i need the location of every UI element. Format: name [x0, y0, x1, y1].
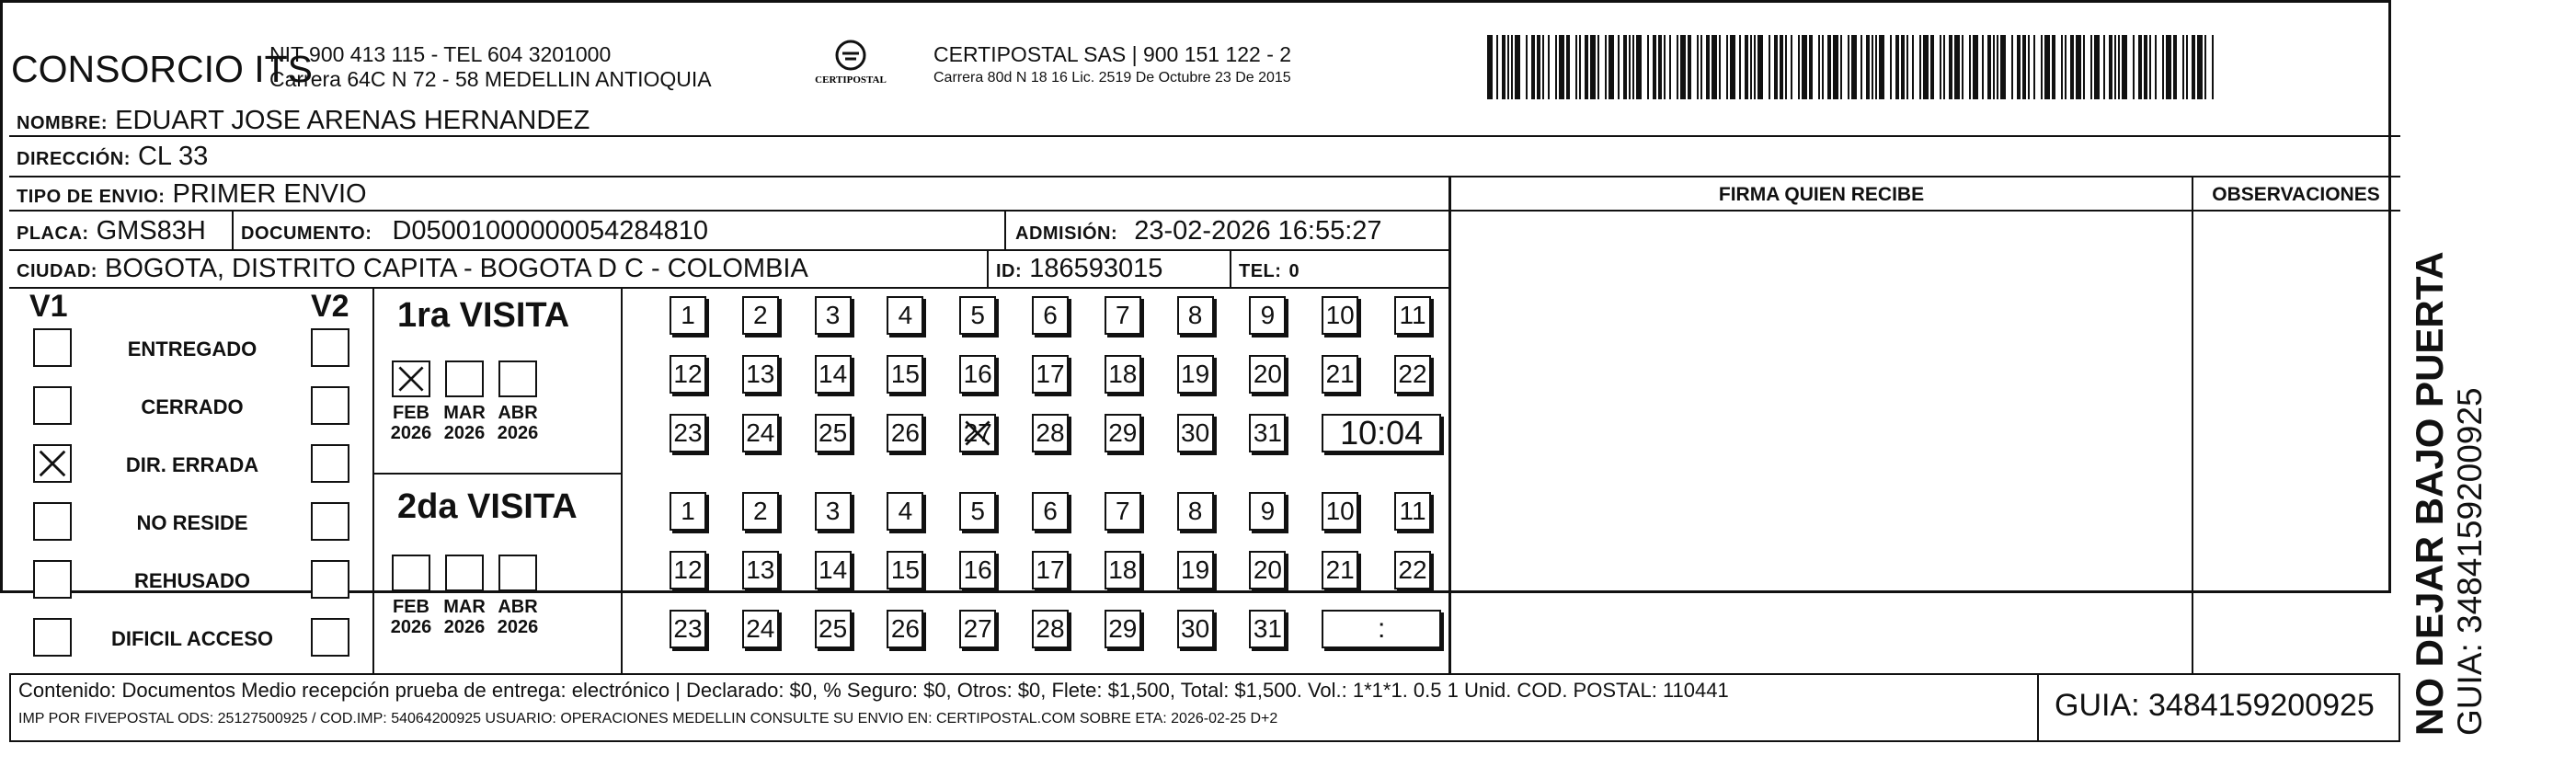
v2-status-checkbox — [311, 618, 349, 657]
barcode-bar — [1848, 35, 1849, 99]
barcode-bar — [1548, 35, 1550, 99]
id-label: ID: — [996, 261, 1023, 281]
barcode-bar — [1949, 35, 1952, 99]
barcode-bar — [1487, 35, 1493, 99]
barcode-bar — [1632, 35, 1634, 99]
first-visit-title: 1ra VISITA — [397, 296, 570, 335]
barcode-bar — [1507, 35, 1509, 99]
month-checkbox — [498, 360, 537, 397]
day-box: 29 — [1105, 414, 1141, 452]
barcode-bar — [1780, 35, 1783, 99]
barcode-bar — [1919, 35, 1921, 99]
barcode-bar — [2076, 35, 2081, 99]
recipient-name: EDUART JOSE ARENAS HERNANDEZ — [115, 106, 590, 135]
barcode-bar — [2103, 35, 2105, 99]
barcode-bar — [1840, 35, 1842, 99]
barcode-bar — [1726, 35, 1728, 99]
barcode-bar — [2138, 35, 2142, 99]
day-box: 18 — [1105, 355, 1141, 394]
barcode-bar — [1769, 35, 1770, 99]
day-box: 16 — [959, 551, 996, 589]
footer-print-line: IMP POR FIVEPOSTAL ODS: 25127500925 / COD.IMP: 54064200925 USUARIO: OPERACIONES MEDELLIN CONSULTE SU ENVIO EN: CERTIPOSTAL.COM SOBRE ETA: 2026-02-25 D+2 — [18, 711, 1278, 727]
barcode-bar — [1597, 35, 1599, 99]
day-box: 4 — [887, 296, 923, 335]
v1-status-checkbox — [33, 444, 72, 483]
day-box: 20 — [1249, 551, 1286, 589]
barcode-bar — [2033, 35, 2035, 99]
barcode-bar — [1785, 35, 1787, 99]
v1-status-checkbox — [33, 502, 72, 541]
day-box: 4 — [887, 492, 923, 531]
signature-header: FIRMA QUIEN RECIBE — [1718, 184, 1925, 205]
barcode-bar — [1822, 35, 1824, 99]
day-box: 16 — [959, 355, 996, 394]
day-box: 18 — [1105, 551, 1141, 589]
barcode-bar — [2000, 35, 2006, 99]
barcode-bar — [1969, 35, 1971, 99]
day-box: 2 — [742, 492, 779, 531]
barcode-bar — [2173, 35, 2177, 99]
barcode-bar — [1700, 35, 1702, 99]
v1-status-checkbox — [33, 328, 72, 367]
day-box: 7 — [1105, 296, 1141, 335]
barcode-icon — [1487, 35, 2218, 99]
company-info — [269, 42, 712, 92]
day-box: 21 — [1322, 355, 1358, 394]
barcode-bar — [1609, 35, 1614, 99]
month-year: 2026 — [497, 617, 539, 637]
month-checkbox — [392, 555, 430, 591]
month-name: FEB — [393, 597, 429, 617]
day-box: 13 — [742, 355, 779, 394]
day-box: 2 — [742, 296, 779, 335]
day-box: 21 — [1322, 551, 1358, 589]
month-name: MAR — [443, 597, 486, 617]
plate-label: PLACA: — [17, 223, 89, 244]
barcode-bar — [2109, 35, 2112, 99]
document-label: DOCUMENTO: — [241, 223, 372, 244]
day-box: 22 — [1394, 355, 1431, 394]
barcode-bar — [1923, 35, 1929, 99]
day-box: 17 — [1032, 355, 1069, 394]
status-label: ENTREGADO — [127, 338, 258, 360]
month-checkbox — [445, 360, 484, 397]
status-label: DIFICIL ACCESO — [110, 627, 273, 650]
day-box: 19 — [1177, 551, 1214, 589]
day-box: 15 — [887, 355, 923, 394]
recipient-address: CL 33 — [137, 142, 209, 171]
barcode-bar — [1860, 35, 1862, 99]
status-label: REHUSADO — [134, 569, 250, 592]
document-value: D05001000000054284810 — [392, 216, 708, 246]
barcode-bar — [2044, 35, 2050, 99]
day-box: 30 — [1177, 414, 1214, 452]
time-box: 10:04 — [1322, 414, 1441, 452]
barcode-bar — [1943, 35, 1945, 99]
barcode-bar — [1515, 35, 1520, 99]
barcode-bar — [1502, 35, 1506, 99]
barcode-bar — [1658, 35, 1662, 99]
name-row — [17, 105, 590, 139]
tel-value: 0 — [1288, 261, 1300, 281]
day-box: 23 — [670, 414, 706, 452]
x-mark-icon — [961, 416, 994, 451]
day-box: 14 — [815, 551, 852, 589]
day-box: 24 — [742, 414, 779, 452]
barcode-bar — [2041, 35, 2043, 99]
barcode-bar — [1537, 35, 1540, 99]
day-box: 6 — [1032, 492, 1069, 531]
day-box: 27 — [959, 610, 996, 648]
status-label: CERRADO — [141, 395, 244, 418]
barcode-bar — [1496, 35, 1498, 99]
barcode-bar — [1730, 35, 1735, 99]
barcode-bar — [1827, 35, 1831, 99]
barcode-bar — [1618, 35, 1620, 99]
barcode-bar — [1697, 35, 1699, 99]
barcode-bar — [1912, 35, 1914, 99]
day-box: 22 — [1394, 551, 1431, 589]
barcode-bar — [1605, 35, 1607, 99]
barcode-bar — [1647, 35, 1649, 99]
day-box: 20 — [1249, 355, 1286, 394]
day-box: 9 — [1249, 492, 1286, 531]
day-box: 11 — [1394, 296, 1431, 335]
x-mark-icon — [35, 446, 70, 481]
barcode-bar — [1712, 35, 1717, 99]
month-checkbox — [445, 555, 484, 591]
day-box: 17 — [1032, 551, 1069, 589]
barcode-bar — [1906, 35, 1908, 99]
barcode-bar — [2070, 35, 2074, 99]
barcode-bar — [1987, 35, 1991, 99]
day-box: 15 — [887, 551, 923, 589]
barcode-bar — [1579, 35, 1581, 99]
barcode-bar — [1531, 35, 1535, 99]
barcode-bar — [2149, 35, 2151, 99]
day-box: 25 — [815, 610, 852, 648]
barcode-bar — [2122, 35, 2127, 99]
month-label — [492, 403, 544, 443]
barcode-bar — [1750, 35, 1752, 99]
side-text — [2409, 74, 2490, 736]
barcode-bar — [1542, 35, 1544, 99]
barcode-bar — [1664, 35, 1666, 99]
observations-header: OBSERVACIONES — [2212, 184, 2380, 205]
barcode-bar — [2011, 35, 2013, 99]
admission-label: ADMISIÓN: — [1015, 223, 1118, 244]
day-box: 5 — [959, 296, 996, 335]
logo-text: CERTIPOSTAL — [815, 74, 887, 86]
v1-header: V1 — [29, 289, 68, 324]
barcode-bar — [1833, 35, 1838, 99]
day-box: 12 — [670, 551, 706, 589]
barcode-bar — [1754, 35, 1756, 99]
company-address: Carrera 64C N 72 - 58 MEDELLIN ANTIOQUIA — [269, 67, 712, 91]
barcode-bar — [1669, 35, 1671, 99]
barcode-bar — [1875, 35, 1877, 99]
barcode-bar — [1940, 35, 1941, 99]
barcode-bar — [1851, 35, 1857, 99]
day-box: 29 — [1105, 610, 1141, 648]
company-name: CONSORCIO ITS — [11, 48, 314, 90]
v2-header: V2 — [311, 289, 349, 324]
x-mark-icon — [394, 362, 429, 395]
footer-content-line: Contenido: Documentos Medio recepción prueba de entrega: electrónico | Declarado: $0, % Seguro: $0, Otros: $0, Flete: $1,500, Total: $1,500. Vol.: 1*1*1. 0.5 1 Unid. COD. POSTAL: 110441 — [18, 679, 1729, 702]
barcode-bar — [2017, 35, 2021, 99]
barcode-bar — [1706, 35, 1710, 99]
barcode-bar — [2182, 35, 2184, 99]
month-name: ABR — [498, 403, 538, 423]
month-year: 2026 — [443, 423, 486, 443]
day-number: 27 — [963, 418, 992, 447]
tel-label: TEL: — [1239, 261, 1282, 281]
day-box: 30 — [1177, 610, 1214, 648]
barcode-bar — [1872, 35, 1873, 99]
day-box: 31 — [1249, 610, 1286, 648]
day-box: 10 — [1322, 492, 1358, 531]
day-box: 28 — [1032, 610, 1069, 648]
document-cell — [241, 215, 708, 249]
day-box: 24 — [742, 610, 779, 648]
barcode-bar — [1809, 35, 1813, 99]
city-value: BOGOTA, DISTRITO CAPITA - BOGOTA D C - COLOMBIA — [105, 254, 808, 283]
barcode-bar — [1757, 35, 1763, 99]
day-box: 5 — [959, 492, 996, 531]
day-box: 3 — [815, 492, 852, 531]
barcode-bar — [1623, 35, 1627, 99]
id-cell — [996, 253, 1162, 287]
barcode-bar — [1677, 35, 1678, 99]
barcode-bar — [1890, 35, 1892, 99]
shipment-type: PRIMER ENVIO — [172, 179, 367, 209]
side-warning: NO DEJAR BAJO PUERTA — [2408, 251, 2451, 736]
barcode-bar — [1895, 35, 1899, 99]
month-label — [439, 403, 490, 443]
barcode-bar — [2090, 35, 2092, 99]
day-box: 26 — [887, 610, 923, 648]
month-name: ABR — [498, 597, 538, 617]
barcode-bar — [2192, 35, 2195, 99]
x-mark-icon — [961, 416, 994, 451]
barcode-bar — [1511, 35, 1513, 99]
v2-status-checkbox — [311, 502, 349, 541]
plate-value: GMS83H — [96, 216, 206, 246]
admission-cell — [1015, 215, 1382, 249]
company-nit: NIT 900 413 115 - TEL 604 3201000 — [269, 42, 612, 66]
day-box — [959, 414, 996, 452]
courier-address: Carrera 80d N 18 16 Lic. 2519 De Octubre 23 De 2015 — [933, 70, 1291, 86]
day-box: 13 — [742, 551, 779, 589]
month-label — [492, 597, 544, 637]
barcode-bar — [2065, 35, 2067, 99]
day-box: 28 — [1032, 414, 1069, 452]
month-year: 2026 — [390, 423, 432, 443]
day-box: 6 — [1032, 296, 1069, 335]
admission-value: 23-02-2026 16:55:27 — [1134, 216, 1382, 246]
month-year: 2026 — [443, 617, 486, 637]
city-cell — [17, 253, 808, 287]
barcode-bar — [1688, 35, 1691, 99]
v2-status-checkbox — [311, 386, 349, 425]
v1-status-checkbox — [33, 560, 72, 599]
barcode-bar — [2186, 35, 2188, 99]
address-row — [17, 141, 208, 175]
barcode-bar — [1866, 35, 1870, 99]
barcode-bar — [1818, 35, 1820, 99]
month-year: 2026 — [390, 617, 432, 637]
barcode-bar — [2212, 35, 2214, 99]
barcode-bar — [1962, 35, 1963, 99]
day-box: 9 — [1249, 296, 1286, 335]
barcode-bar — [1555, 35, 1557, 99]
day-box: 31 — [1249, 414, 1286, 452]
certipostal-logo-icon — [814, 37, 887, 92]
tel-cell — [1239, 253, 1299, 287]
month-name: MAR — [443, 403, 486, 423]
barcode-bar — [1973, 35, 1978, 99]
day-box: 25 — [815, 414, 852, 452]
barcode-bar — [1993, 35, 1995, 99]
barcode-bar — [1745, 35, 1748, 99]
barcode-bar — [1791, 35, 1792, 99]
barcode-bar — [1997, 35, 1998, 99]
month-name: FEB — [393, 403, 429, 423]
month-label — [385, 403, 437, 443]
barcode-bar — [1901, 35, 1905, 99]
day-box: 1 — [670, 296, 706, 335]
time-box: : — [1322, 610, 1441, 648]
barcode-bar — [1798, 35, 1800, 99]
barcode-bar — [2118, 35, 2120, 99]
month-label — [385, 597, 437, 637]
id-value: 186593015 — [1029, 254, 1163, 283]
month-checkbox — [498, 555, 537, 591]
barcode-bar — [2083, 35, 2085, 99]
day-box: 23 — [670, 610, 706, 648]
day-box: 19 — [1177, 355, 1214, 394]
month-label — [439, 597, 490, 637]
barcode-bar — [1653, 35, 1656, 99]
day-box: 8 — [1177, 492, 1214, 531]
barcode-bar — [2052, 35, 2055, 99]
barcode-bar — [1774, 35, 1778, 99]
footer-guide: GUIA: 3484159200925 — [2055, 688, 2375, 723]
courier-info — [933, 42, 1291, 89]
barcode-bar — [1680, 35, 1686, 99]
barcode-bar — [1719, 35, 1721, 99]
city-label: CIUDAD: — [17, 261, 97, 281]
barcode-bar — [2166, 35, 2171, 99]
barcode-bar — [1930, 35, 1934, 99]
barcode-bar — [2061, 35, 2063, 99]
day-box: 7 — [1105, 492, 1141, 531]
barcode-bar — [1879, 35, 1884, 99]
day-box: 14 — [815, 355, 852, 394]
side-guide: GUIA: 3484159200925 — [2451, 387, 2489, 736]
day-box: 8 — [1177, 296, 1214, 335]
status-label: DIR. ERRADA — [125, 453, 259, 476]
barcode-bar — [2133, 35, 2135, 99]
barcode-bar — [1526, 35, 1528, 99]
name-label: NOMBRE: — [17, 113, 109, 133]
barcode-bar — [1982, 35, 1984, 99]
barcode-bar — [1559, 35, 1564, 99]
courier-name: CERTIPOSTAL SAS | 900 151 122 - 2 — [933, 42, 1292, 66]
barcode-bar — [2144, 35, 2147, 99]
shipment-type-row — [17, 178, 367, 212]
barcode-bar — [2197, 35, 2203, 99]
v2-status-checkbox — [311, 328, 349, 367]
status-label: NO RESIDE — [136, 511, 248, 534]
month-year: 2026 — [497, 423, 539, 443]
barcode-bar — [1585, 35, 1588, 99]
day-box: 12 — [670, 355, 706, 394]
barcode-bar — [1566, 35, 1570, 99]
day-box: 1 — [670, 492, 706, 531]
barcode-bar — [2028, 35, 2030, 99]
day-box: 3 — [815, 296, 852, 335]
barcode-bar — [1802, 35, 1807, 99]
day-box: 26 — [887, 414, 923, 452]
second-visit-title: 2da VISITA — [397, 487, 578, 526]
barcode-bar — [1739, 35, 1741, 99]
address-label: DIRECCIÓN: — [17, 149, 131, 169]
barcode-bar — [1954, 35, 1960, 99]
barcode-bar — [2204, 35, 2206, 99]
v2-status-checkbox — [311, 444, 349, 483]
barcode-bar — [2022, 35, 2026, 99]
day-box: 11 — [1394, 492, 1431, 531]
barcode-bar — [1575, 35, 1577, 99]
barcode-bar — [2155, 35, 2157, 99]
barcode-bar — [1636, 35, 1642, 99]
month-checkbox — [392, 360, 430, 397]
barcode-bar — [2162, 35, 2164, 99]
plate-cell — [17, 215, 206, 249]
barcode-bar — [1629, 35, 1631, 99]
v1-status-checkbox — [33, 618, 72, 657]
barcode-bar — [2094, 35, 2100, 99]
barcode-bar — [1590, 35, 1596, 99]
shipment-type-label: TIPO DE ENVIO: — [17, 187, 166, 207]
v2-status-checkbox — [311, 560, 349, 599]
day-box: 10 — [1322, 296, 1358, 335]
v1-status-checkbox — [33, 386, 72, 425]
barcode-bar — [2114, 35, 2116, 99]
